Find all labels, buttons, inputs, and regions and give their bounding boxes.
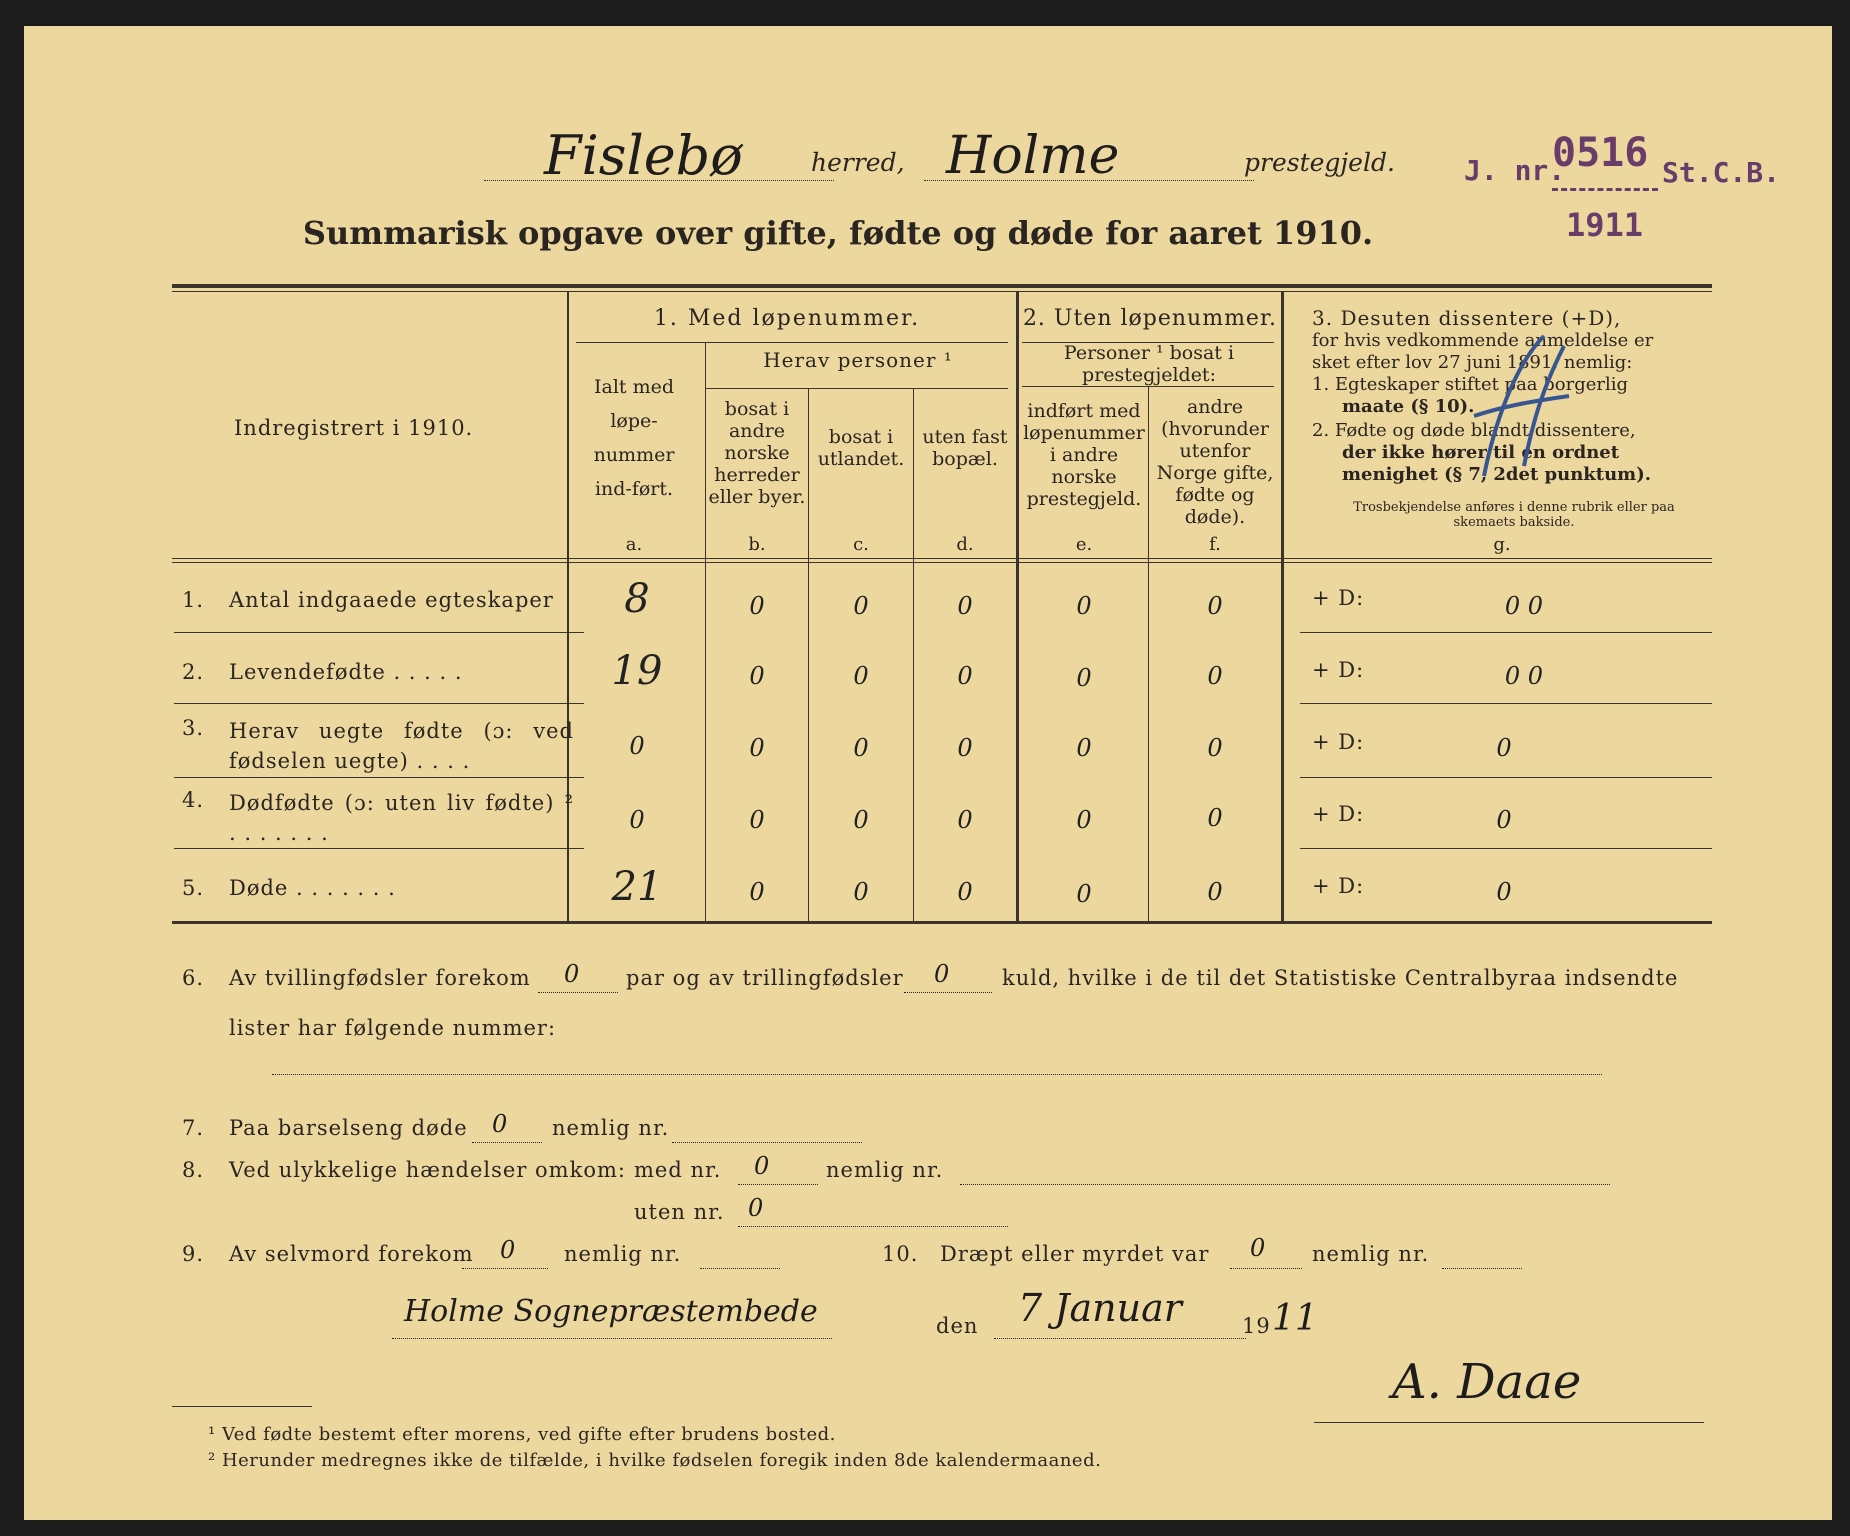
row-1-g-prefix: + D: [1312,586,1365,610]
signature-date: 7 Januar [1018,1286,1182,1330]
row-2-number: 2. [182,660,205,684]
row-1-label: Antal indgaaede egteskaper [229,588,554,612]
q6-text-b: par og av trillingfødsler [626,966,904,990]
col-a-heading: Ialt med løpe-nummer ind-ført. [593,376,675,500]
letter-d: d. [956,534,974,555]
group2-subheading: Personer ¹ bosat i prestegjeldet: [1063,342,1235,386]
group2-heading: 2. Uten løpenummer. [1022,306,1278,331]
row-4-g-prefix: + D: [1312,802,1365,826]
row-3-col-c: 0 [853,734,869,762]
letter-b: b. [748,534,766,555]
herred-label: herred, [811,148,905,177]
stamp-prefix: J. nr. [1464,154,1566,187]
group1-heading: 1. Med løpenummer. [653,306,921,331]
row-4-col-a: 0 [629,806,645,834]
q6-triplets-value: 0 [934,960,950,988]
row-header: Indregistrert i 1910. [234,416,474,440]
row-1-col-c: 0 [853,592,869,620]
q8-text: Ved ulykkelige hændelser omkom: [229,1158,626,1182]
herred-line [484,180,834,181]
stamp-line [1552,188,1658,191]
row-2-col-g: 0 0 [1504,662,1544,690]
row-3-col-b: 0 [749,734,765,762]
prestegjeld-handwritten: Holme [946,126,1120,186]
footnote-1: ¹ Ved fødte bestemt efter morens, ved gifte efter brudens bosted. [208,1424,836,1445]
row-1-col-f: 0 [1207,592,1223,620]
row-3-label: Herav uegte fødte (ɔ: ved fødselen uegte) . . . . [229,719,574,773]
row-4-col-g: 0 [1496,806,1512,834]
group3-note: Trosbekjendelse anføres i denne rubrik eller paa skemaets bakside. [1353,500,1675,530]
herred-handwritten: Fislebø [544,124,743,187]
letter-g: g. [1493,534,1511,555]
group3-line3: sket efter lov 27 juni 1891, nemlig: [1312,352,1633,373]
row-1-col-b: 0 [749,592,765,620]
q9-value: 0 [500,1236,516,1264]
row-4-col-c: 0 [853,806,869,834]
q9-number: 9. [182,1242,205,1266]
group3-line1: 3. Desuten dissentere (+D), [1312,306,1622,330]
row-3-col-a: 0 [629,732,645,760]
row-2-label: Levendefødte . . . . . [229,660,463,684]
row-2-col-b: 0 [749,662,765,690]
row-5-col-e: 0 [1076,880,1092,908]
row-1-number: 1. [182,588,205,612]
q8-number: 8. [182,1158,205,1182]
row-2-col-f: 0 [1207,662,1223,690]
row-5-number: 5. [182,876,205,900]
prestegjeld-line [924,180,1254,181]
group3-item1b: maate (§ 10). [1342,396,1475,417]
row-3-col-f: 0 [1207,734,1223,762]
row-5-col-a: 21 [611,864,663,910]
signature-den: den [936,1314,979,1338]
footnote-2: ² Herunder medregnes ikke de tilfælde, i hvilke fødselen foregik inden 8de kalendermaaned. [208,1450,1102,1471]
col-c-heading: bosat i utlandet. [817,426,905,470]
q9-text-b: nemlig nr. [564,1242,682,1266]
letter-e: e. [1075,534,1093,555]
row-2-col-e: 0 [1076,664,1092,692]
prestegjeld-label: prestegjeld. [1244,148,1395,177]
q6-text-a: Av tvillingfødsler forekom [229,966,531,990]
footnote-rule [172,1406,312,1407]
q6-text-c: kuld, hvilke i de til det Statistiske Centralbyraa indsendte [1002,966,1679,990]
q7-number: 7. [182,1116,205,1140]
stamp-number: 0516 [1552,130,1649,176]
letter-c: c. [853,534,869,555]
row-3-g-prefix: + D: [1312,730,1365,754]
q10-text: Dræpt eller myrdet var [940,1242,1210,1266]
row-1-col-a: 8 [624,576,650,622]
row-5-col-d: 0 [957,878,973,906]
table-header-rule [172,558,1712,559]
row-5-col-f: 0 [1207,878,1223,906]
row-5-col-c: 0 [853,878,869,906]
signature-name: A. Daae [1392,1354,1582,1410]
letter-a: a. [625,534,643,555]
row-4-col-b: 0 [749,806,765,834]
form-sheet [24,26,1832,1520]
row-4-label: Dødfødte (ɔ: uten liv fødte) ² . . . . . . . [229,791,574,845]
row-4-col-e: 0 [1076,806,1092,834]
group3-item2c: menighet (§ 7, 2det punktum). [1342,464,1651,485]
q7-text-b: nemlig nr. [552,1116,670,1140]
row-2-col-c: 0 [853,662,869,690]
form-title: Summarisk opgave over gifte, fødte og døde for aaret 1910. [302,214,1374,252]
q10-number: 10. [882,1242,919,1266]
col-d-heading: uten fast bopæl. [922,426,1008,470]
row-3-col-e: 0 [1076,734,1092,762]
stamp-suffix: St.C.B. [1662,156,1781,189]
q8-med-value: 0 [754,1152,770,1180]
signature-place: Holme Sognepræstembede [404,1294,818,1329]
q10-value: 0 [1250,1234,1266,1262]
signature-line [1314,1422,1704,1423]
col-e-heading: indført med løpenummer i andre norske prestegjeld. [1023,400,1145,510]
dissenter-scribble [1454,326,1574,496]
row-4-col-f: 0 [1207,804,1223,832]
row-1-col-g: 0 0 [1504,592,1544,620]
q10-text-b: nemlig nr. [1312,1242,1430,1266]
group3-item1a: 1. Egteskaper stiftet paa borgerlig [1312,374,1629,395]
q6-text-d: lister har følgende nummer: [229,1016,557,1040]
table-bottom-rule [172,921,1712,924]
q8-med-label: med nr. [634,1158,722,1182]
row-3-col-d: 0 [957,734,973,762]
row-1-col-e: 0 [1076,592,1092,620]
row-2-col-a: 19 [611,648,663,694]
signature-year-prefix: 19 [1242,1314,1271,1338]
q7-text: Paa barselseng døde [229,1116,468,1140]
q8-nemlig-label: nemlig nr. [826,1158,944,1182]
row-5-label: Døde . . . . . . . [229,876,396,900]
row-2-g-prefix: + D: [1312,658,1365,682]
row-2-col-d: 0 [957,662,973,690]
col-f-heading: andre (hvorunder utenfor Norge gifte, fødte og døde). [1156,396,1274,528]
row-4-col-d: 0 [957,806,973,834]
q6-number: 6. [182,966,205,990]
row-5-col-g: 0 [1496,878,1512,906]
row-3-number: 3. [182,716,205,740]
letter-f: f. [1209,534,1221,555]
group3-item2b: der ikke hører til en ordnet [1342,442,1620,463]
group1-subheading: Herav personer ¹ [763,348,953,372]
q7-value: 0 [492,1110,508,1138]
row-4-number: 4. [182,788,205,812]
q8-uten-value: 0 [748,1194,764,1222]
q6-twins-value: 0 [564,960,580,988]
group3-line2: for hvis vedkommende anmeldelse er [1312,330,1654,351]
table-top-rule [172,284,1712,288]
row-5-col-b: 0 [749,878,765,906]
row-5-g-prefix: + D: [1312,874,1365,898]
row-3-col-g: 0 [1496,734,1512,762]
q6-list-line [272,1074,1602,1075]
col-b-heading: bosat i andre norske herreder eller byer. [708,398,806,508]
row-1-col-d: 0 [957,592,973,620]
signature-year-suffix: 11 [1272,1298,1318,1339]
q8-uten-label: uten nr. [634,1200,725,1224]
q9-text: Av selvmord forekom [229,1242,474,1266]
group3-item2a: 2. Fødte og døde blandt dissentere, [1312,420,1636,441]
stamp-year: 1911 [1566,206,1644,244]
